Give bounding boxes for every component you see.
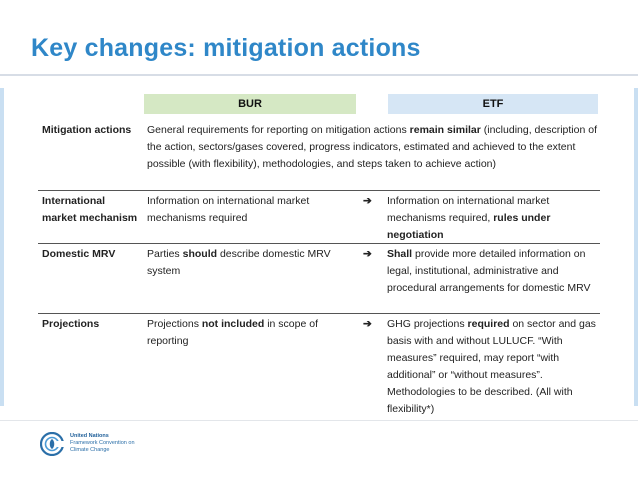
footer-divider (0, 420, 638, 421)
slide-title: Key changes: mitigation actions (31, 34, 421, 62)
etf-cell: Information on international market mechanisms required, rules under negotiation (387, 195, 551, 241)
row-label: International market mechanism (42, 195, 138, 224)
row-divider (38, 313, 600, 314)
arrow-right-icon: ➔ (363, 195, 372, 207)
merged-cell: General requirements for reporting on mitigation actions remain similar (including, description of the action, sectors/gases covered, progress indicators, estimated and achieved to the extent possible (with flexibility), methodologies, and steps taken to achieve action) (147, 124, 597, 170)
etf-cell: Shall provide more detailed information on legal, institutional, administrative and procedural arrangements for domestic MRV (387, 248, 591, 294)
row-label: Mitigation actions (42, 124, 132, 136)
left-accent-bar (0, 88, 4, 406)
bur-cell: Information on international market mechanisms required (147, 195, 310, 224)
etf-cell: GHG projections required on sector and gas basis with and without LULUCF. “With measures” required, may report “with additional” or “without measures”. Methodologies to be described. (All with flexibility*) (387, 318, 596, 415)
bur-cell: Parties should describe domestic MRV system (147, 248, 331, 277)
arrow-right-icon: ➔ (363, 318, 372, 330)
right-accent-bar (634, 88, 638, 406)
bur-cell: Projections not included in scope of reporting (147, 318, 318, 347)
row-label: Domestic MRV (42, 248, 116, 260)
row-label: Projections (42, 318, 100, 330)
row-divider (38, 243, 600, 244)
row-divider (38, 190, 600, 191)
title-divider (0, 74, 638, 76)
unfccc-logo-icon (40, 432, 64, 456)
footer-organization-name: United Nations Framework Convention on Climate Change (70, 433, 135, 453)
arrow-right-icon: ➔ (363, 248, 372, 260)
etf-column-header: ETF (388, 94, 598, 114)
bur-column-header: BUR (144, 94, 356, 114)
